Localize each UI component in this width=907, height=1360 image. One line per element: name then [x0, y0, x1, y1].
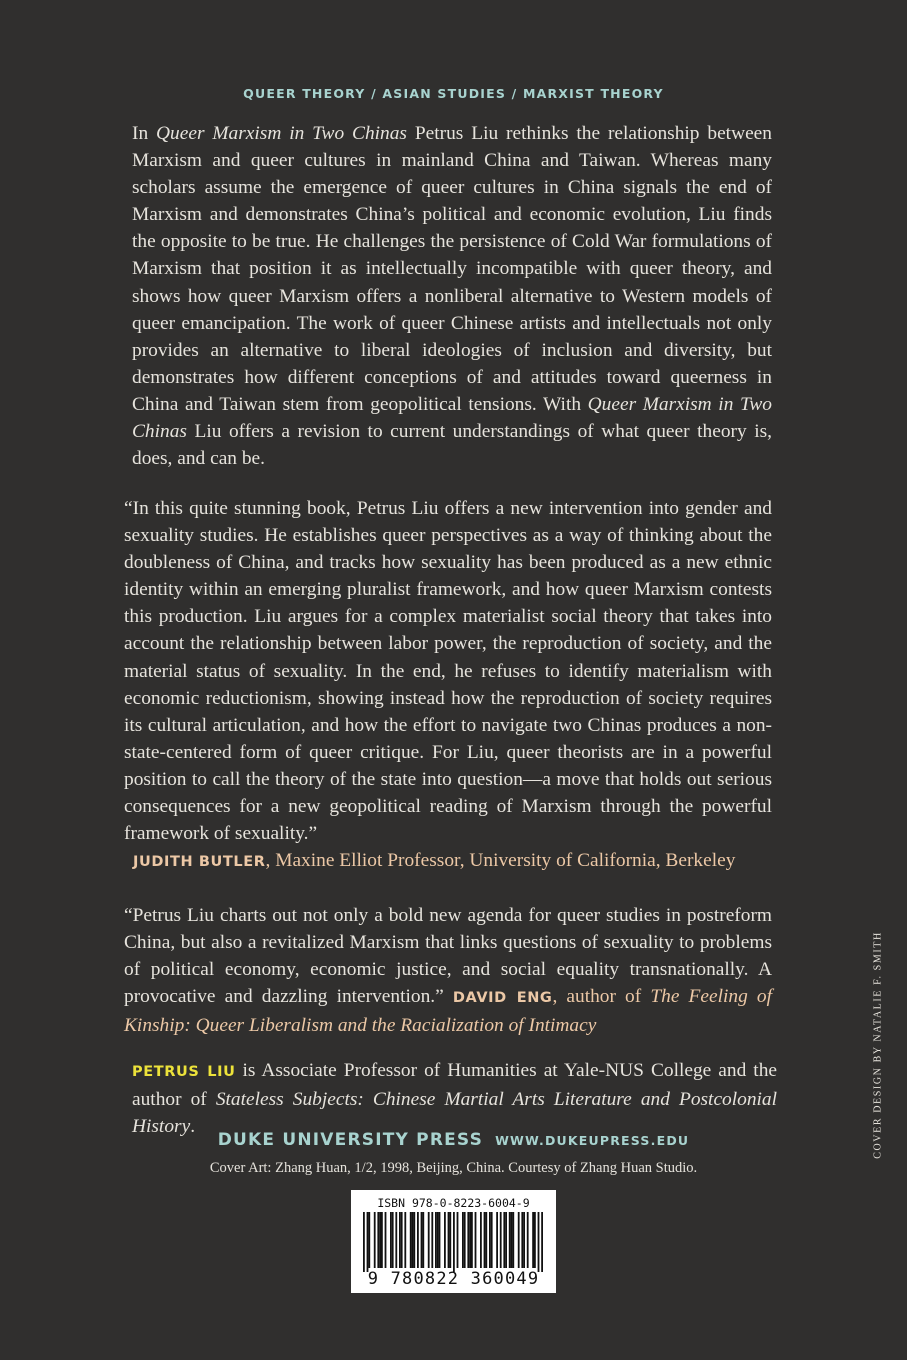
barcode-bar	[521, 1212, 523, 1268]
barcode-bar	[511, 1212, 513, 1268]
barcode-bar	[439, 1212, 441, 1268]
barcode-bar	[480, 1212, 482, 1268]
quote-affiliation: , author of	[552, 986, 651, 1008]
barcode-bar	[491, 1212, 493, 1268]
barcode-bar	[462, 1212, 464, 1268]
barcode-bar	[404, 1212, 406, 1268]
barcode-bar	[512, 1212, 514, 1268]
bio-name: PETRUS LIU	[132, 1064, 236, 1080]
book-description	[132, 120, 772, 472]
barcode-bar	[500, 1212, 502, 1268]
isbn-barcode	[351, 1190, 556, 1293]
barcode-bar	[538, 1212, 540, 1272]
author-bio	[132, 1057, 777, 1140]
barcode-bar	[532, 1212, 534, 1268]
barcode-bar	[453, 1212, 455, 1272]
bio-end: .	[190, 1116, 196, 1138]
desc-in: In	[132, 123, 157, 144]
desc-part-2: Liu offers a revision to current understandings of what queer theory is, does, and can be.	[132, 421, 772, 470]
quote-affiliation: , Maxine Elliot Professor, University of California, Berkeley	[265, 850, 736, 872]
barcode-digits: 9 780822 360049	[367, 1269, 540, 1289]
barcode-bar	[518, 1212, 520, 1268]
barcode-bar	[471, 1212, 473, 1268]
barcode-bar	[401, 1212, 403, 1268]
quote-author: JUDITH BUTLER	[133, 854, 266, 871]
barcode-bar	[541, 1212, 543, 1272]
barcode-bar	[367, 1212, 369, 1272]
barcode-bar	[381, 1212, 383, 1268]
barcode-bar	[457, 1212, 459, 1268]
barcode-bar	[527, 1212, 529, 1268]
publisher-name: DUKE UNIVERSITY PRESS	[217, 1130, 484, 1150]
endorsement-eng	[124, 902, 772, 1039]
barcode-bar	[413, 1212, 415, 1268]
barcode-bar	[444, 1212, 446, 1268]
endorsement-butler	[124, 495, 772, 876]
bio-text: is Associate Professor of Humanities at Yale-NUS College and the author of	[132, 1060, 778, 1111]
barcode-bar	[385, 1212, 387, 1268]
barcode-bar	[421, 1212, 423, 1268]
quote-text: “In this quite stunning book, Petrus Liu offers a new intervention into gender and sexuality studies. He establishes queer perspectives as a way of thinking about the doubleness of China, and tracks how sexuality has been produced as a new ethnic identity within an emerging pluralist framework, and how queer Marxism contests this production. Liu argues for a complex materialist social theory that takes into account the relationship between labor power, the reproduction of society, and the material status of sexuality. In the end, he refuses to identify materialism with economic reductionism, showing instead how the reproduction of society requires its cultural articulation, and how the effort to navigate two Chinas produces a non-state-centered form of queer critique. For Liu, queer theorists are in a powerful position to call the theory of the state into question—a move that holds out serious consequences for a new geopolitical reading of Marxism through the powerful framework of sexuality.”	[124, 498, 772, 845]
barcode-bar	[374, 1212, 376, 1268]
barcode-bar	[395, 1212, 397, 1268]
cover-design-text: COVER DESIGN BY NATALIE F. SMITH	[872, 930, 884, 1159]
barcode-bar	[464, 1212, 466, 1268]
desc-title-2: Queer Marxism in Two Chinas	[132, 393, 772, 443]
desc-part-1: Petrus Liu rethinks the relationship between Marxism and queer cultures in mainland China and Taiwan. Whereas many scholars assume the emergence of queer cultures in China signals the end of Marxism and demonstrates China’s political and economic evolution, Liu finds the opposite to be true. He challenges the persistence of Cold War formulations of Marxism that position it as intellectually incompatible with queer theory, and shows how queer Marxism offers a nonliberal alternative to Western models of queer emancipation. The work of queer Chinese artists and intellectuals not only provides an alternative to liberal ideologies of inclusion and diversity, but demonstrates how different conceptions of and attitudes toward queerness in China and Taiwan stem from geopolitical tensions. With	[132, 123, 772, 415]
quote-author: DAVID ENG	[452, 990, 553, 1007]
barcode-bar	[379, 1212, 381, 1268]
barcode-bar	[503, 1212, 505, 1268]
barcode-bar	[428, 1212, 430, 1268]
barcode-bar	[377, 1212, 379, 1268]
desc-title-1: Queer Marxism in Two Chinas	[156, 123, 407, 144]
barcode-bar	[363, 1212, 365, 1272]
barcode-bar	[437, 1212, 439, 1268]
barcode-bar	[412, 1212, 414, 1268]
barcode-bar	[475, 1212, 477, 1268]
barcode-bar	[368, 1212, 370, 1268]
barcode-bar	[417, 1212, 419, 1268]
cover-art-credit: Cover Art: Zhang Huan, 1/2, 1998, Beijing, China. Courtesy of Zhang Huan Studio.	[209, 1160, 698, 1176]
cover-design-credit	[869, 912, 887, 1177]
quote-text: “Petrus Liu charts out not only a bold new agenda for queer studies in postreform China, but also a revitalized Marxism that links questions of sexuality to problems of political economy, economic justice, and social equality transnationally. A provocative and dazzling intervention.”	[124, 905, 772, 1008]
barcode-bar	[390, 1212, 392, 1268]
barcode-bar	[399, 1212, 401, 1268]
isbn-number: ISBN 978-0-8223-6004-9	[377, 1196, 530, 1210]
barcode-bar	[496, 1212, 498, 1268]
publisher-url: WWW.DUKEUPRESS.EDU	[495, 1133, 690, 1148]
barcode-bar	[467, 1212, 469, 1268]
barcode-bar	[469, 1212, 471, 1268]
barcode-bar	[431, 1212, 433, 1268]
barcode-bar	[484, 1212, 486, 1268]
quote-book: The Feeling of Kinship: Queer Liberalism and the Racialization of Intimacy	[124, 986, 772, 1037]
barcode-bar	[523, 1212, 525, 1268]
publisher-line	[0, 1130, 907, 1150]
barcode-bar	[509, 1212, 511, 1268]
barcode-bar	[449, 1212, 451, 1268]
category-line: QUEER THEORY / ASIAN STUDIES / MARXIST THEORY	[243, 86, 664, 101]
barcode-bar	[448, 1212, 450, 1268]
barcode-bar	[435, 1212, 437, 1268]
barcode-bar	[489, 1212, 491, 1268]
barcode-bar	[392, 1212, 394, 1268]
bio-book: Stateless Subjects: Chinese Martial Arts Literature and Postcolonial History	[132, 1089, 777, 1138]
quote-attribution	[133, 847, 772, 876]
barcode-bar	[422, 1212, 424, 1268]
barcode-bar	[485, 1212, 487, 1268]
barcode-bar	[410, 1212, 412, 1268]
barcode-bar	[534, 1212, 536, 1268]
barcode-bar	[505, 1212, 507, 1268]
